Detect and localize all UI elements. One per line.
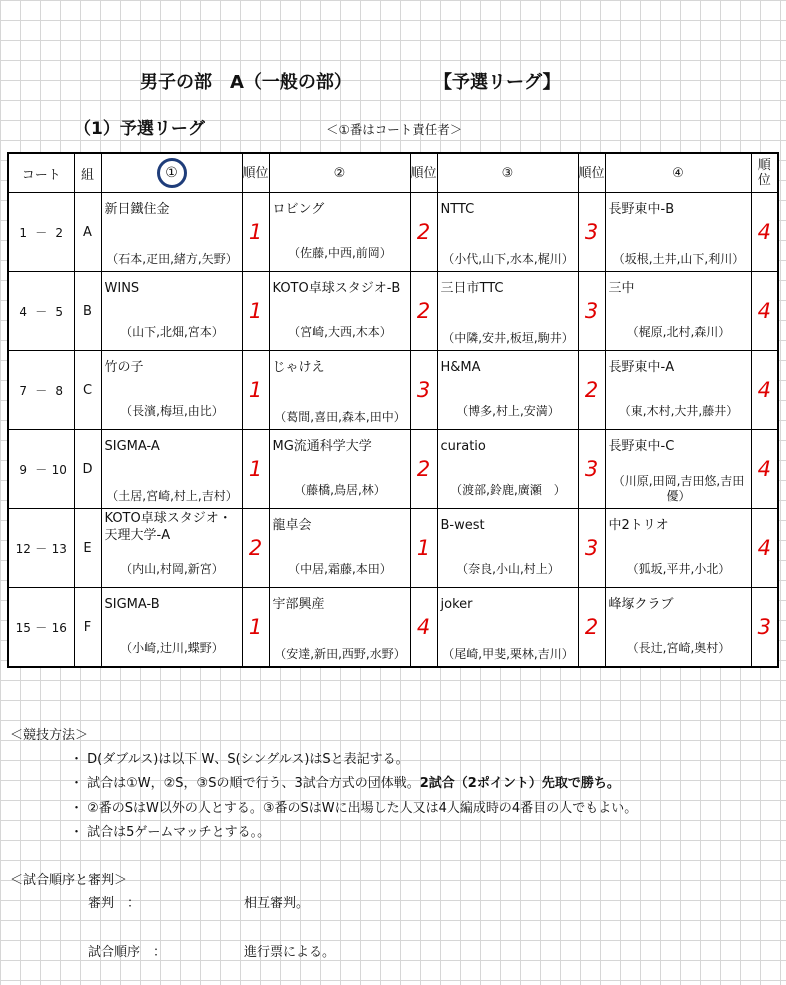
court-header: コート xyxy=(8,153,74,193)
team-members: （東,木村,大井,藤井） xyxy=(618,404,739,418)
col4-header: ④ xyxy=(605,153,751,193)
court-number-start: 12 xyxy=(15,541,31,556)
team-cell xyxy=(269,588,410,668)
col3-header: ③ xyxy=(437,153,578,193)
rank-cell: 1 xyxy=(410,509,437,588)
team-members: （安達,新田,西野,水野） xyxy=(274,647,406,661)
team-name: 龍卓会 xyxy=(272,518,312,533)
team-members: （川原,田岡,吉田悠,吉田優） xyxy=(612,474,745,503)
team-name: ロビング xyxy=(272,202,325,217)
rule-item-text: ・ 試合は①W，②S，③Sの順で行う、3試合方式の団体戦。 xyxy=(70,776,420,791)
court-cell xyxy=(8,351,74,430)
team-name: WINS xyxy=(104,281,140,296)
team-name: 竹の子 xyxy=(104,360,144,375)
group-cell: C xyxy=(74,351,101,430)
court-cell xyxy=(8,588,74,668)
rank-cell: 3 xyxy=(578,193,605,272)
court-number-start: 7 xyxy=(19,383,28,398)
rank-cell: 4 xyxy=(751,193,778,272)
team-members: （内山,村岡,新宮） xyxy=(120,562,224,576)
team-cell xyxy=(269,272,410,351)
team-name: 峰塚クラブ xyxy=(608,597,674,612)
court-number-start: 9 xyxy=(19,462,28,477)
team-members: （長辻,宮崎,奥村） xyxy=(626,641,731,655)
court-dash: － xyxy=(35,383,48,398)
rank-cell: 1 xyxy=(242,272,269,351)
team-cell xyxy=(269,193,410,272)
team-name: SIGMA-A xyxy=(104,439,160,454)
team-members: （藤橋,鳥居,林） xyxy=(294,483,386,497)
rank-cell: 2 xyxy=(410,430,437,509)
group-cell: F xyxy=(74,588,101,668)
table-row xyxy=(8,351,778,430)
rank-cell: 4 xyxy=(751,430,778,509)
team-members: （奈良,小山,村上） xyxy=(456,562,560,576)
team-name: 新日鐵住金 xyxy=(104,202,170,217)
team-cell xyxy=(605,509,751,588)
team-cell xyxy=(437,193,578,272)
rule-item: ・ D(ダブルス)は以下 W、S(シングルス)はSと表記する。 xyxy=(70,752,409,767)
rank-cell: 4 xyxy=(751,351,778,430)
court-dash: － xyxy=(35,304,48,319)
team-name: 三中 xyxy=(608,281,635,296)
team-members: （中居,霜藤,本田） xyxy=(288,562,392,576)
rank-cell: 2 xyxy=(578,588,605,668)
rank-cell: 3 xyxy=(578,430,605,509)
rank-cell: 2 xyxy=(410,193,437,272)
court-dash: － xyxy=(35,620,48,635)
team-cell xyxy=(101,509,242,588)
team-members: （長濱,梅垣,由比） xyxy=(120,404,224,418)
rank-cell: 4 xyxy=(751,272,778,351)
team-cell xyxy=(269,351,410,430)
group-cell: D xyxy=(74,430,101,509)
team-cell xyxy=(269,509,410,588)
league-table xyxy=(7,152,779,668)
match-order-value: 進行票による。 xyxy=(244,945,336,960)
col1-label: ① xyxy=(157,158,187,188)
team-name: 長野東中-C xyxy=(608,439,675,454)
team-name: B-west xyxy=(440,518,485,533)
rank-cell: 2 xyxy=(242,509,269,588)
court-number-end: 16 xyxy=(51,620,67,635)
team-members: （葛間,喜田,森本,田中） xyxy=(274,410,406,424)
rank-cell: 2 xyxy=(410,272,437,351)
team-name: KOTO卓球スタジオ-B xyxy=(272,281,401,296)
team-members: （石本,疋田,緒方,矢野） xyxy=(106,252,238,266)
table-row xyxy=(8,193,778,272)
team-members: （宮崎,大西,木本） xyxy=(288,325,392,339)
team-cell xyxy=(101,351,242,430)
court-number-start: 1 xyxy=(19,225,28,240)
team-cell xyxy=(605,588,751,668)
team-name: MG流通科学大学 xyxy=(272,439,372,454)
team-name: 宇部興産 xyxy=(272,597,325,612)
rule-item xyxy=(70,772,620,791)
court-number-end: 5 xyxy=(55,304,64,319)
rank-cell: 2 xyxy=(578,351,605,430)
team-name: joker xyxy=(440,597,473,612)
team-cell xyxy=(101,430,242,509)
court-number-end: 13 xyxy=(51,541,67,556)
team-members: （狐坂,平井,小北） xyxy=(626,562,731,576)
team-cell xyxy=(605,272,751,351)
court-dash: － xyxy=(35,541,48,556)
rank-cell: 1 xyxy=(242,588,269,668)
team-name: 長野東中-B xyxy=(608,202,675,217)
rules-heading: ＜競技方法＞ xyxy=(10,728,89,743)
rank-cell: 1 xyxy=(242,430,269,509)
rank-cell: 3 xyxy=(578,509,605,588)
team-members: （渡部,鈴鹿,廣瀬 ） xyxy=(450,483,566,497)
court-dash: － xyxy=(35,225,48,240)
rank-cell: 4 xyxy=(410,588,437,668)
team-cell xyxy=(437,351,578,430)
rule-item: ・ ②番のSはW以外の人とする。③番のSはWに出場した人又は4人編成時の4番目の人でもよい。 xyxy=(70,801,638,816)
team-members: （博多,村上,安満） xyxy=(456,404,560,418)
court-cell xyxy=(8,193,74,272)
team-members: （坂根,土井,山下,利川） xyxy=(612,252,745,266)
team-members: （土居,宮崎,村上,吉村） xyxy=(106,489,238,503)
court-cell xyxy=(8,509,74,588)
court-number-start: 15 xyxy=(15,620,31,635)
team-cell xyxy=(437,588,578,668)
page-title: 男子の部 A（一般の部） xyxy=(140,72,352,93)
rank-cell: 4 xyxy=(751,509,778,588)
rule-item: ・ 試合は5ゲームマッチとする。。 xyxy=(70,825,271,840)
team-cell xyxy=(101,588,242,668)
team-cell xyxy=(437,430,578,509)
rank-header: 順位 xyxy=(242,153,269,193)
order-heading: ＜試合順序と審判＞ xyxy=(10,873,128,888)
rank-header: 順位 xyxy=(410,153,437,193)
team-cell xyxy=(101,193,242,272)
page-title-row xyxy=(0,66,786,96)
court-number-start: 4 xyxy=(19,304,28,319)
court-number-end: 10 xyxy=(51,462,67,477)
match-order-label: 試合順序 ： xyxy=(88,945,167,960)
rank-cell: 3 xyxy=(578,272,605,351)
team-name: じゃけえ xyxy=(272,360,325,375)
team-cell xyxy=(437,272,578,351)
court-cell xyxy=(8,272,74,351)
team-cell xyxy=(269,430,410,509)
team-name: KOTO卓球スタジオ・天理大学-A xyxy=(104,511,232,543)
court-number-end: 2 xyxy=(55,225,64,240)
team-members: （山下,北畑,宮本） xyxy=(120,325,224,339)
team-name: 三日市TTC xyxy=(440,281,504,296)
rank-cell: 1 xyxy=(242,193,269,272)
court-cell xyxy=(8,430,74,509)
team-members: （小代,山下,水本,梶川） xyxy=(442,252,574,266)
rank-header: 順位 xyxy=(578,153,605,193)
team-cell xyxy=(605,351,751,430)
rank-cell: 1 xyxy=(242,351,269,430)
referee-label: 審判 ： xyxy=(88,896,141,911)
team-name: NTTC xyxy=(440,202,475,217)
table-row xyxy=(8,588,778,668)
rank-cell: 3 xyxy=(410,351,437,430)
group-cell: B xyxy=(74,272,101,351)
court-dash: － xyxy=(35,462,48,477)
rank-cell: 3 xyxy=(751,588,778,668)
team-name: curatio xyxy=(440,439,486,454)
team-members: （小崎,辻川,蝶野） xyxy=(120,641,224,655)
referee-value: 相互審判。 xyxy=(244,896,310,911)
group-cell: A xyxy=(74,193,101,272)
team-members: （梶原,北村,森川） xyxy=(626,325,731,339)
col1-header xyxy=(101,153,242,193)
group-header: 組 xyxy=(74,153,101,193)
page-title-tag: 【予選リーグ】 xyxy=(434,72,561,93)
team-cell xyxy=(437,509,578,588)
table-row xyxy=(8,272,778,351)
court-note: ＜①番はコート責任者＞ xyxy=(326,122,463,137)
header-row xyxy=(8,153,778,193)
team-members: （尾崎,甲斐,栗林,吉川） xyxy=(442,647,574,661)
team-name: SIGMA-B xyxy=(104,597,160,612)
table-row xyxy=(8,430,778,509)
team-cell xyxy=(101,272,242,351)
rank-header: 順位 xyxy=(751,153,778,193)
team-cell xyxy=(605,193,751,272)
col2-header: ② xyxy=(269,153,410,193)
section-title: （1）予選リーグ xyxy=(74,119,205,139)
table-row xyxy=(8,509,778,588)
team-name: 中2トリオ xyxy=(608,518,669,533)
team-members: （佐藤,中西,前岡） xyxy=(288,246,392,260)
team-name: H&MA xyxy=(440,360,481,375)
rule-item-bold: 2試合（2ポイント）先取で勝ち。 xyxy=(419,776,620,791)
team-members: （中隣,安井,板垣,駒井） xyxy=(442,331,574,345)
court-number-end: 8 xyxy=(55,383,64,398)
group-cell: E xyxy=(74,509,101,588)
team-cell xyxy=(605,430,751,509)
team-name: 長野東中-A xyxy=(608,360,675,375)
